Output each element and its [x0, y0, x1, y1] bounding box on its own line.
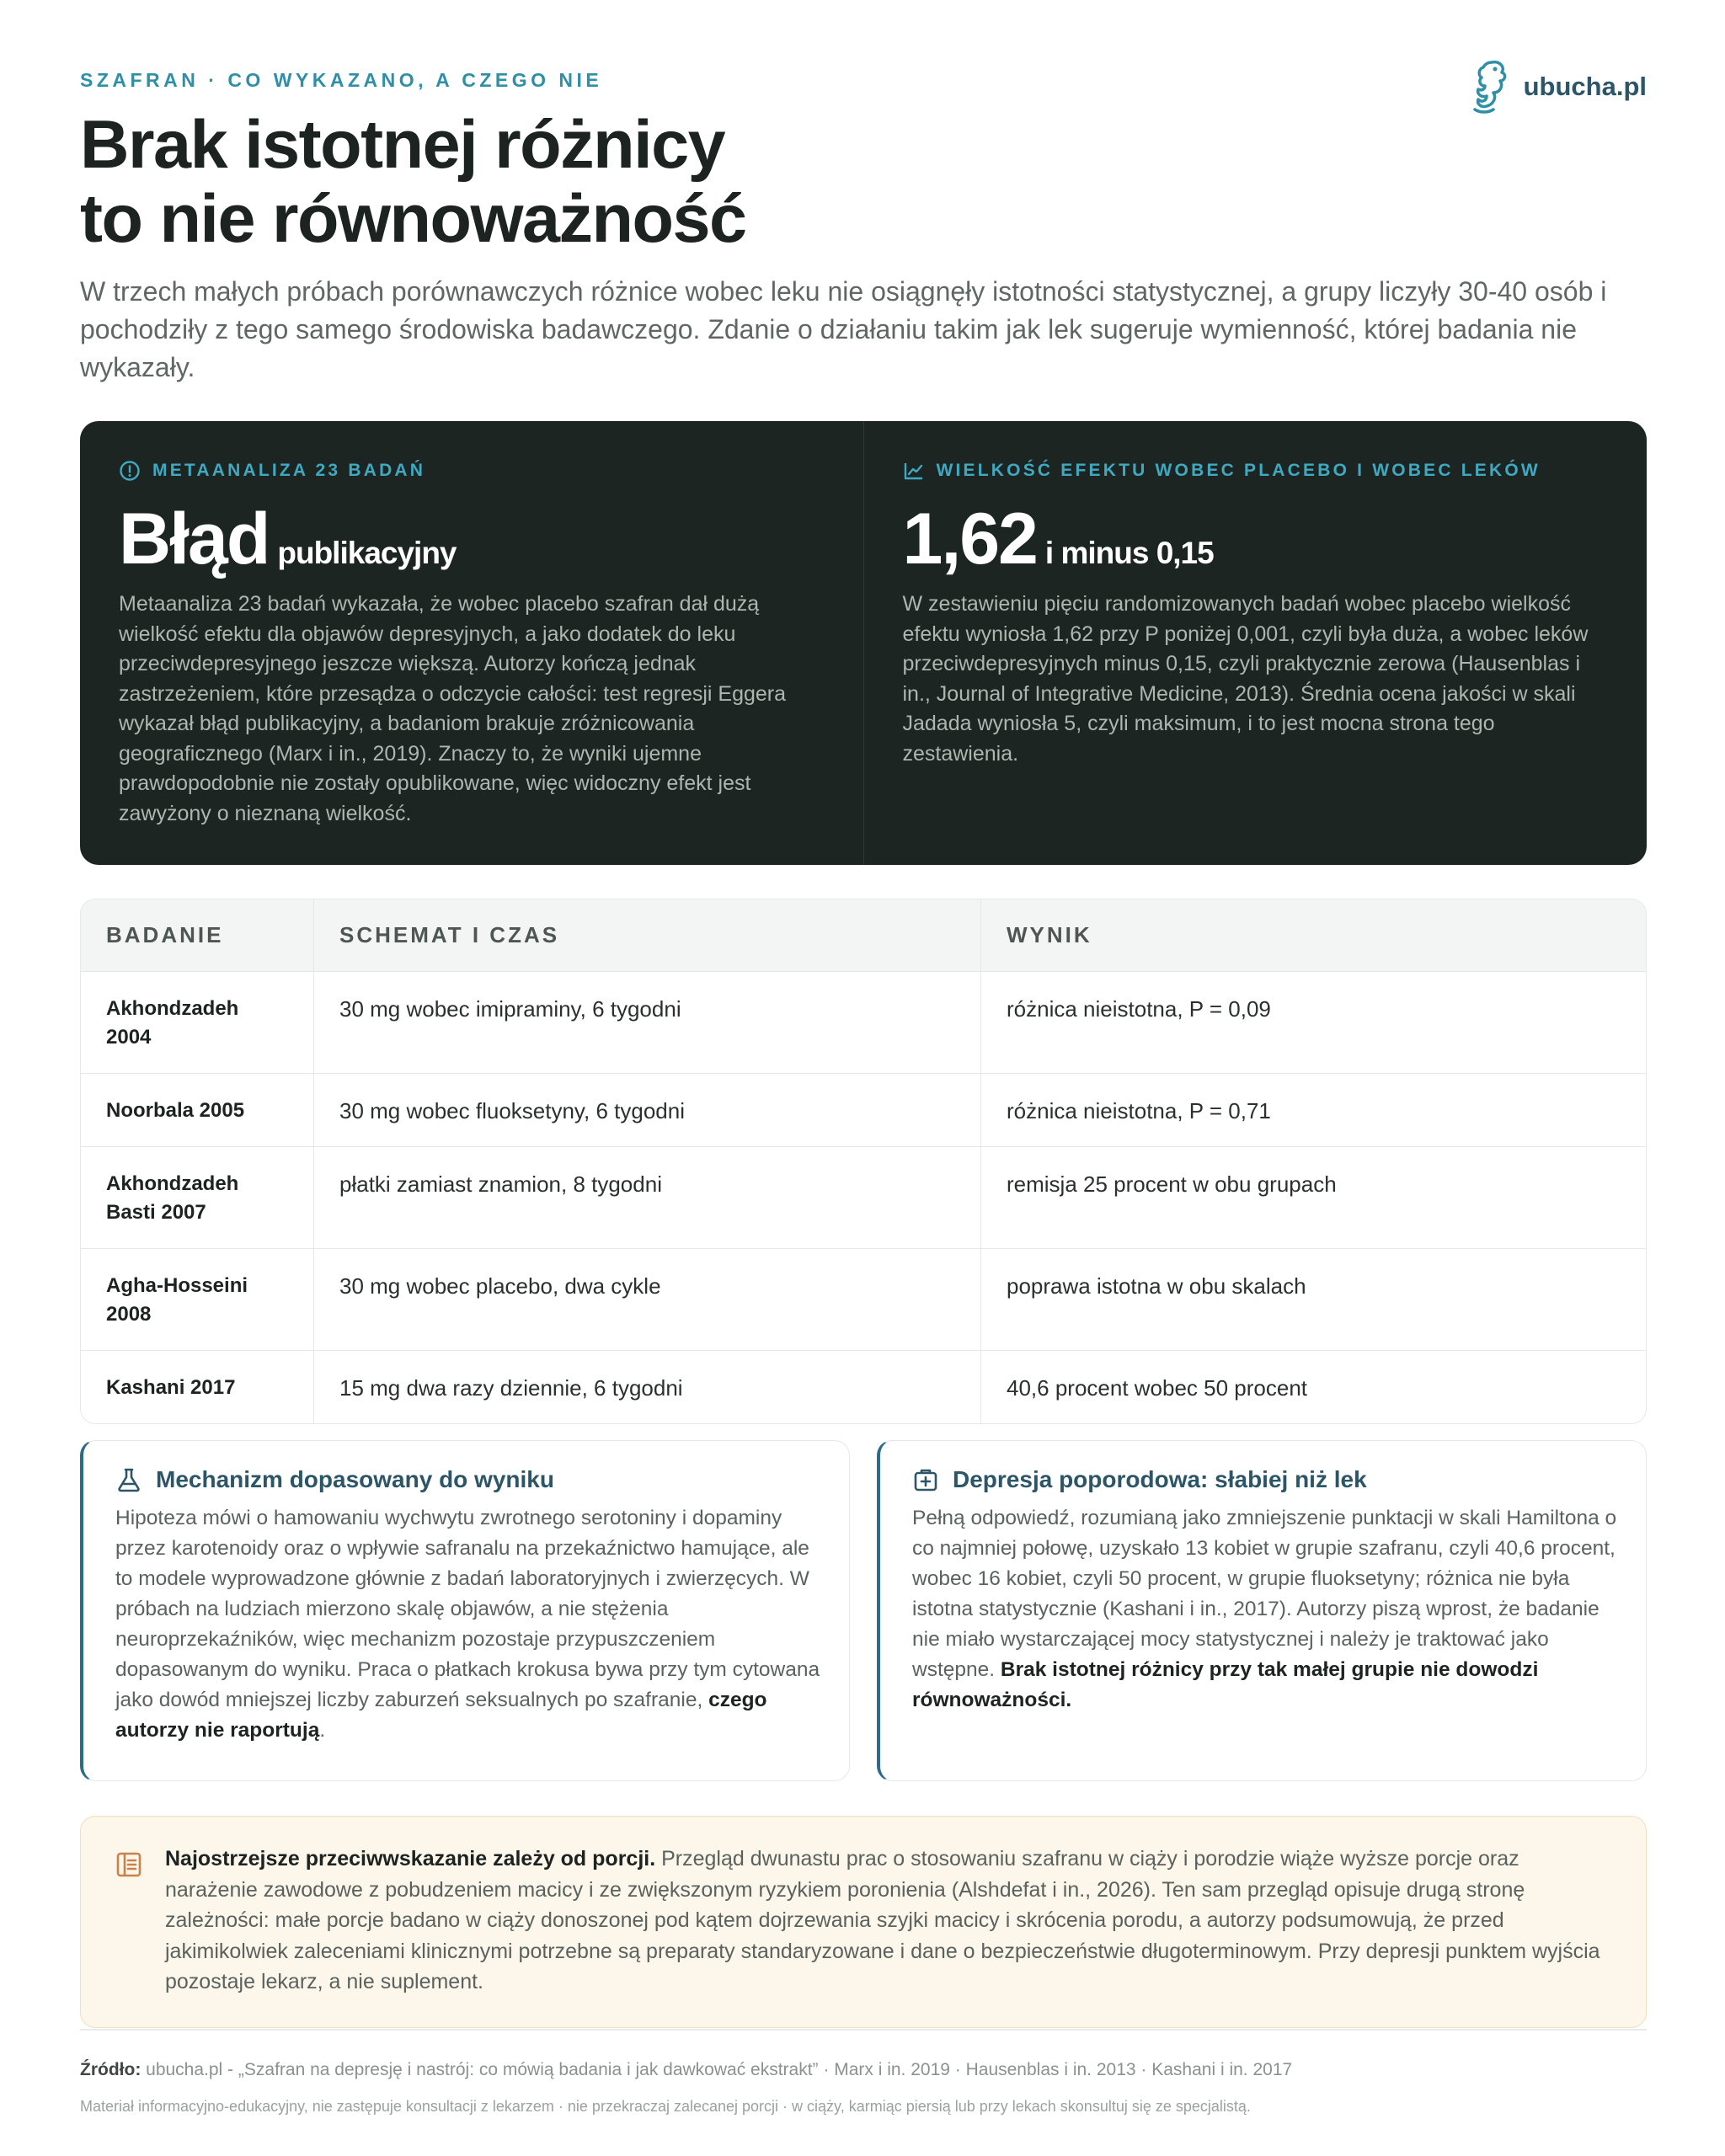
study-name: Akhondzadeh 2004 — [106, 997, 239, 1049]
table-row — [81, 1350, 1646, 1423]
page-title — [80, 108, 746, 256]
study-result: różnica nieistotna, P = 0,09 — [980, 972, 1646, 1073]
table-row — [81, 971, 1646, 1073]
effect-size-label-text: WIELKOŚĆ EFEKTU WOBEC PLACEBO I WOBEC LEKÓW — [936, 461, 1541, 480]
logo-text: ubucha.pl — [1523, 72, 1647, 101]
mechanism-card-title: Mechanizm dopasowany do wyniku — [156, 1466, 554, 1492]
mechanism-text-body: Hipoteza mówi o hamowaniu wychwytu zwrotnego serotoniny i dopaminy przez karotenoidy oraz o wpływie safranalu na przekaźnictwo hamujące, ale to modele wyprowadzone głównie z badań laboratoryjnych i zwierzęcych. W próbach na ludziach mierzono skalę objawów, a nie stężenia neuroprzekaźników, więc mechanizm pozostaje przypuszczeniem dopasowanym do wyniku. Praca o płatkach krokusa bywa przy tym cytowana jako dowód mniejszej liczby zaburzeń seksualnych po szafranie, — [115, 1507, 820, 1711]
pregnancy-warning-box — [80, 1816, 1647, 2028]
meta-analysis-column — [80, 421, 863, 865]
effect-size-headline — [903, 499, 1609, 579]
seahorse-logo-icon — [1466, 57, 1512, 116]
flask-icon — [115, 1466, 142, 1493]
table-header-row — [81, 899, 1646, 971]
study-result: remisja 25 procent w obu grupach — [980, 1147, 1646, 1248]
col-header-result: WYNIK — [980, 899, 1646, 971]
effect-size-text: W zestawieniu pięciu randomizowanych badań wobec placebo wielkość efektu wyniosła 1,62 przy P poniżej 0,001, czyli była duża, a wobec leków przeciwdepresyjnych minus 0,15, czyli praktycznie zerowa (Hausenblas i in., Journal of Integrative Medicine, 2013). Średnia ocena jakości w skali Jadada wyniosła 5, czyli maksimum, i to jest mocna strona tego zestawienia. — [902, 592, 1589, 766]
warning-text — [165, 1844, 1604, 1998]
meta-analysis-label-text: METAANALIZA 23 BADAŃ — [152, 461, 426, 480]
study-name: Noorbala 2005 — [106, 1099, 245, 1122]
study-name: Akhondzadeh Basti 2007 — [106, 1172, 239, 1224]
study-name: Agha‑Hosseini 2008 — [106, 1274, 248, 1326]
headline-sub: publikacyjny — [277, 536, 457, 570]
study-scheme: płatki zamiast znamion, 8 tygodni — [313, 1147, 980, 1248]
study-result: 40,6 procent wobec 50 procent — [980, 1351, 1646, 1423]
table-row — [81, 1073, 1646, 1146]
source-line — [80, 2060, 1292, 2080]
mechanism-card — [80, 1440, 850, 1781]
study-name: Kashani 2017 — [106, 1376, 236, 1399]
meta-analysis-label — [119, 460, 825, 482]
title-line-1: Brak istotnej różnicy — [80, 107, 725, 183]
postpartum-card — [877, 1440, 1647, 1781]
mechanism-text-end: . — [319, 1719, 326, 1742]
study-scheme: 30 mg wobec imipraminy, 6 tygodni — [313, 972, 980, 1073]
eyebrow: SZAFRAN · CO WYKAZANO, A CZEGO NIE — [80, 69, 603, 91]
study-result: różnica nieistotna, P = 0,71 — [980, 1074, 1646, 1146]
study-scheme: 15 mg dwa razy dziennie, 6 tygodni — [313, 1351, 980, 1423]
effect-size-label — [903, 460, 1609, 482]
key-findings-panel — [80, 421, 1647, 865]
source-label: Źródło: — [80, 2060, 142, 2079]
meta-analysis-text: Metaanaliza 23 badań wykazała, że wobec placebo szafran dał dużą wielkość efektu dla objawów depresyjnych, a jako dodatek do leku przeciwdepresyjnego jeszcze większą. Autorzy kończą jednak zastrzeżeniem, które przesądza o odczycie całości: test regresji Eggera wykazał błąd publikacyjny, a badaniom brakuje zróżnicowania geograficznego (Marx i in., 2019). Znaczy to, że wyniki ujemne prawdopodobnie nie zostały opublikowane, więc widoczny efekt jest zawyżony o nieznaną wielkość. — [119, 592, 787, 825]
headline-big: Błąd — [119, 499, 270, 579]
info-circle-icon — [119, 460, 141, 482]
postpartum-card-text — [912, 1503, 1617, 1716]
disclaimer: Materiał informacyjno‑edukacyjny, nie zastępuje konsultacji z lekarzem · nie przekraczaj zalecanej porcji · w ciąży, karmiąc piersią lub przy lekach skonsultuj się ze specjalistą. — [80, 2098, 1251, 2115]
col-header-scheme: SCHEMAT I CZAS — [313, 899, 980, 971]
mechanism-card-text — [115, 1503, 820, 1746]
logo[interactable] — [1466, 57, 1647, 116]
title-line-2: to nie równoważność — [80, 181, 746, 257]
effect-size-sub: i minus 0,15 — [1044, 536, 1214, 570]
postpartum-text-body: Pełną odpowiedź, rozumianą jako zmniejszenie punktacji w skali Hamiltona o co najmniej połowę, uzyskało 13 kobiet w grupie szafranu, czyli 40,6 procent, wobec 16 kobiet, czyli 50 procent, w grupie fluoksetyny; różnica nie była istotna statystycznie (Kashani i in., 2017). Autorzy piszą wprost, że badanie nie miało wystarczającej mocy statystycznej i należy je traktować jako wstępne. — [912, 1507, 1617, 1681]
warning-bold: Najostrzejsze przeciwwskazanie zależy od porcji. — [165, 1847, 656, 1870]
lead-paragraph: W trzech małych próbach porównawczych różnice wobec leku nie osiągnęły istotności statystycznej, a grupy liczyły 30‑40 osób i pochodziły z tego samego środowiska badawczego. Zdanie o działaniu takim jak lek sugeruje wymienność, której badania nie wykazały. — [80, 276, 1607, 382]
studies-table — [80, 899, 1647, 1424]
study-result: poprawa istotna w obu skalach — [980, 1249, 1646, 1350]
table-row — [81, 1248, 1646, 1350]
mechanism-text-bold: czego autorzy nie raportują — [115, 1689, 767, 1742]
meta-analysis-headline — [119, 499, 825, 579]
medical-kit-icon — [912, 1466, 939, 1493]
mechanism-card-header — [115, 1466, 820, 1493]
warning-body: Przegląd dwunastu prac o stosowaniu szafranu w ciąży i porodzie wiąże wyższe porcje oraz narażenie zawodowe z pobudzeniem macicy i ze zwiększonym ryzykiem poronienia (Alshdefat i in., 2026). Ten sam przegląd opisuje drugą stronę zależności: małe porcje badano w ciąży donoszonej pod kątem dojrzewania szyjki macicy i skrócenia porodu, a autorzy podsumowują, że przed jakimikolwiek zaleceniami klinicznymi potrzebne są preparaty standaryzowane i dane o bezpieczeństwie długoterminowym. Przy depresji punktem wyjścia pozostaje lekarz, a nie suplement. — [165, 1847, 1600, 1993]
source-text: ubucha.pl - „Szafran na depresję i nastrój: co mówią badania i jak dawkować ekstrakt” · Marx i in. 2019 · Hausenblas i in. 2013 · Kashani i in. 2017 — [141, 2060, 1293, 2079]
document-list-icon — [115, 1850, 143, 1879]
postpartum-card-header — [912, 1466, 1617, 1493]
effect-size-value: 1,62 — [902, 499, 1037, 579]
footer-divider — [80, 2029, 1647, 2031]
col-header-study: BADANIE — [106, 922, 224, 947]
study-scheme: 30 mg wobec fluoksetyny, 6 tygodni — [313, 1074, 980, 1146]
table-row — [81, 1146, 1646, 1248]
study-scheme: 30 mg wobec placebo, dwa cykle — [313, 1249, 980, 1350]
effect-size-column — [863, 421, 1648, 865]
postpartum-text-bold: Brak istotnej różnicy przy tak małej grupie nie dowodzi równoważności. — [912, 1658, 1539, 1711]
line-chart-icon — [903, 460, 925, 482]
postpartum-card-title: Depresja poporodowa: słabiej niż lek — [953, 1466, 1367, 1492]
